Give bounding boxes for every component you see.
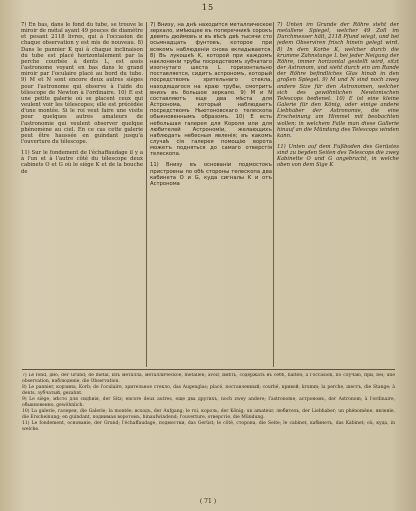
paragraph-ru-11: 11) Внизу въ основаніи подмостокъ пристроены по обѣ стороны телескопа два кабинета O и G, куда сигналы K и отъ Астронома [150, 162, 272, 187]
russian-column [150, 22, 272, 365]
paragraph-de-11: 11) Unten auf dem Fußboden des Gerüstes sind zu beyden Seiten des Telescops die zwey Kabinette O und G angebracht, in welche oben von dem Sige K [277, 143, 399, 169]
french-column [21, 22, 143, 365]
footnote-rule [22, 369, 395, 370]
paragraph-fr-11: 11) Sur le fondement de l'échaffaudage il y a à l'un et à l'autre côté du télescope deux cabinets O et G où le siége K et de la bouche de [21, 150, 143, 175]
paragraph-de-7-10: 7) Unten im Grunde der Röhre steht der metallene Spiegel, welcher 49 Zoll im Durchmesser hält, 2118 Pfund wiegt, und bei jedem Observiren frisch hinein gelegt wird. 8) In dem Korbe K, welcher durch die krumme Zahnstange L bei jeder Neigung der Röhre, immer horizontal gestellt wird, sitzt der Astronom, und sieht durch ein am Rande der Röhre befindliches Glas hinab in den großen Spiegel. 9) M und N sind noch zwey andere Size für den Astronomen, welcher sich des gewöhnlichen Newtonischen Telescops bedienet. 10) E ist eine kleine Galerie für den König, oder einige andere Liebhaber der Astronomie, die eine Erscheinung am Himmel mit beobachten wollen; in welchem Falle man diese Gallerie hinauf an die Mündung des Telescops winden kann. [277, 22, 399, 139]
footnote-10: 10) La galerie, галерея, die Galerie; la montée, всходъ, der Aufgang; le roi, король, der König; un amateur, любитель, der Liebhaber; un phénomène, явленіе, die Erscheinung; en guindant, поднимая воротомъ, hinaufwindend; l'ouverture, отверстіе, die Mündung. [22, 409, 395, 420]
footnote-7: 7) Le fond, дно, der Grund; de métal, изъ металла, металлическое, metallen; avoir, имѣть, содержать въ себѣ, halten; à l'occasion, по случаю, при, bei; une observation, наблюденіе, die Observation. [22, 373, 395, 384]
footnote-9: 9) Le siège, мѣсто для сидѣнія, der Sitz; encore deux autres, еще два другихъ, noch zwey andere; l'astronome, астрономъ, der Astronom; à l'ordinaire, обыкновенно, gewöhnlich. [22, 397, 395, 408]
page-number: 15 [201, 3, 215, 12]
footnotes [22, 373, 395, 491]
footnote-8: 8) Le pannier, корзина, Korb; de l'oculaire, зрительное стекло, das Augenglas; placé, поставленный; courbé, кривой, krumm; la perche, шестъ, die Stange; à dents, зубчатый, gezahnt. [22, 385, 395, 396]
column-divider-left [146, 22, 147, 367]
footnote-11: 11) Le fondement, основаніе, der Grund; l'échaffaudage, подмостки, das Gerüst; le côté, сторона, die Seite; le cabinet, кабинетъ, das Kabinet; où, куда, in welche. [22, 421, 395, 432]
paragraph-ru-7-10: 7) Внизу, на днѣ находится металлическое зеркало, имѣющее въ поперечникѣ сорокъ девять дюймовъ и въ вѣсѣ двѣ тысячи сто осьмнадцать фунтовъ, которое при всякомъ наблюденіи снова вкладывается. 8) Въ лукошкѣ K, которой при каждомъ наклоненіи трубы посредствомъ зубчатаго изогнутаго шеста L горизонтально поставляется, сидитъ астрономъ, который посредствомъ зрительнаго стекла, находящагося на краю трубы, смотритъ внизъ въ большое зеркало. 9) M и N составляютъ еще два мѣста для Астронома, который наблюдаетъ посредствомъ Ньютоновскаго телескопа обыкновеннымъ образомъ. 10) E есть небольшая галерея для Короля или для любителей Астрономіи, желающихъ наблюдать небесныя явленія; въ какомъ случаѣ сія галерея помощію ворота можетъ подняться до самаго отверстія телескопа. [150, 22, 272, 158]
column-divider-right [273, 22, 274, 367]
german-column [277, 22, 399, 365]
sheet-mark: ( 71 ) [199, 498, 217, 505]
paragraph-fr-7-10: 7) En bas, dans le fond du tube, se trouve le miroir de métal ayant 49 pouces de diamètre et pesant 2118 livres, qui à l'occasion de chaque observation y est mis de nouveau. 8) Dans le pannier K qui à chaque inclinaison du tube est placé horizontalement par la perche courbée à dents L, est assis l'astronome voyant en bas dans le grand miroir par l'oculaire placé au bord du tube. 9) M et N sont encore deux autres sièges pour l'astronome qui observe à l'aide du télescope de Newton à l'ordinaire. 10) E est une petite galerie où se placent ceux qui veulent voir les télescopes; elle est précédée d'une montée. Si le roi veut faire une visite pour quelques autres amateurs de l'astronomie qui veulent observer quelque phénomène au ciel. En ce cas cette galerie peut être haussée en guindant jusqu'à l'ouverture du télescope. [21, 22, 143, 145]
